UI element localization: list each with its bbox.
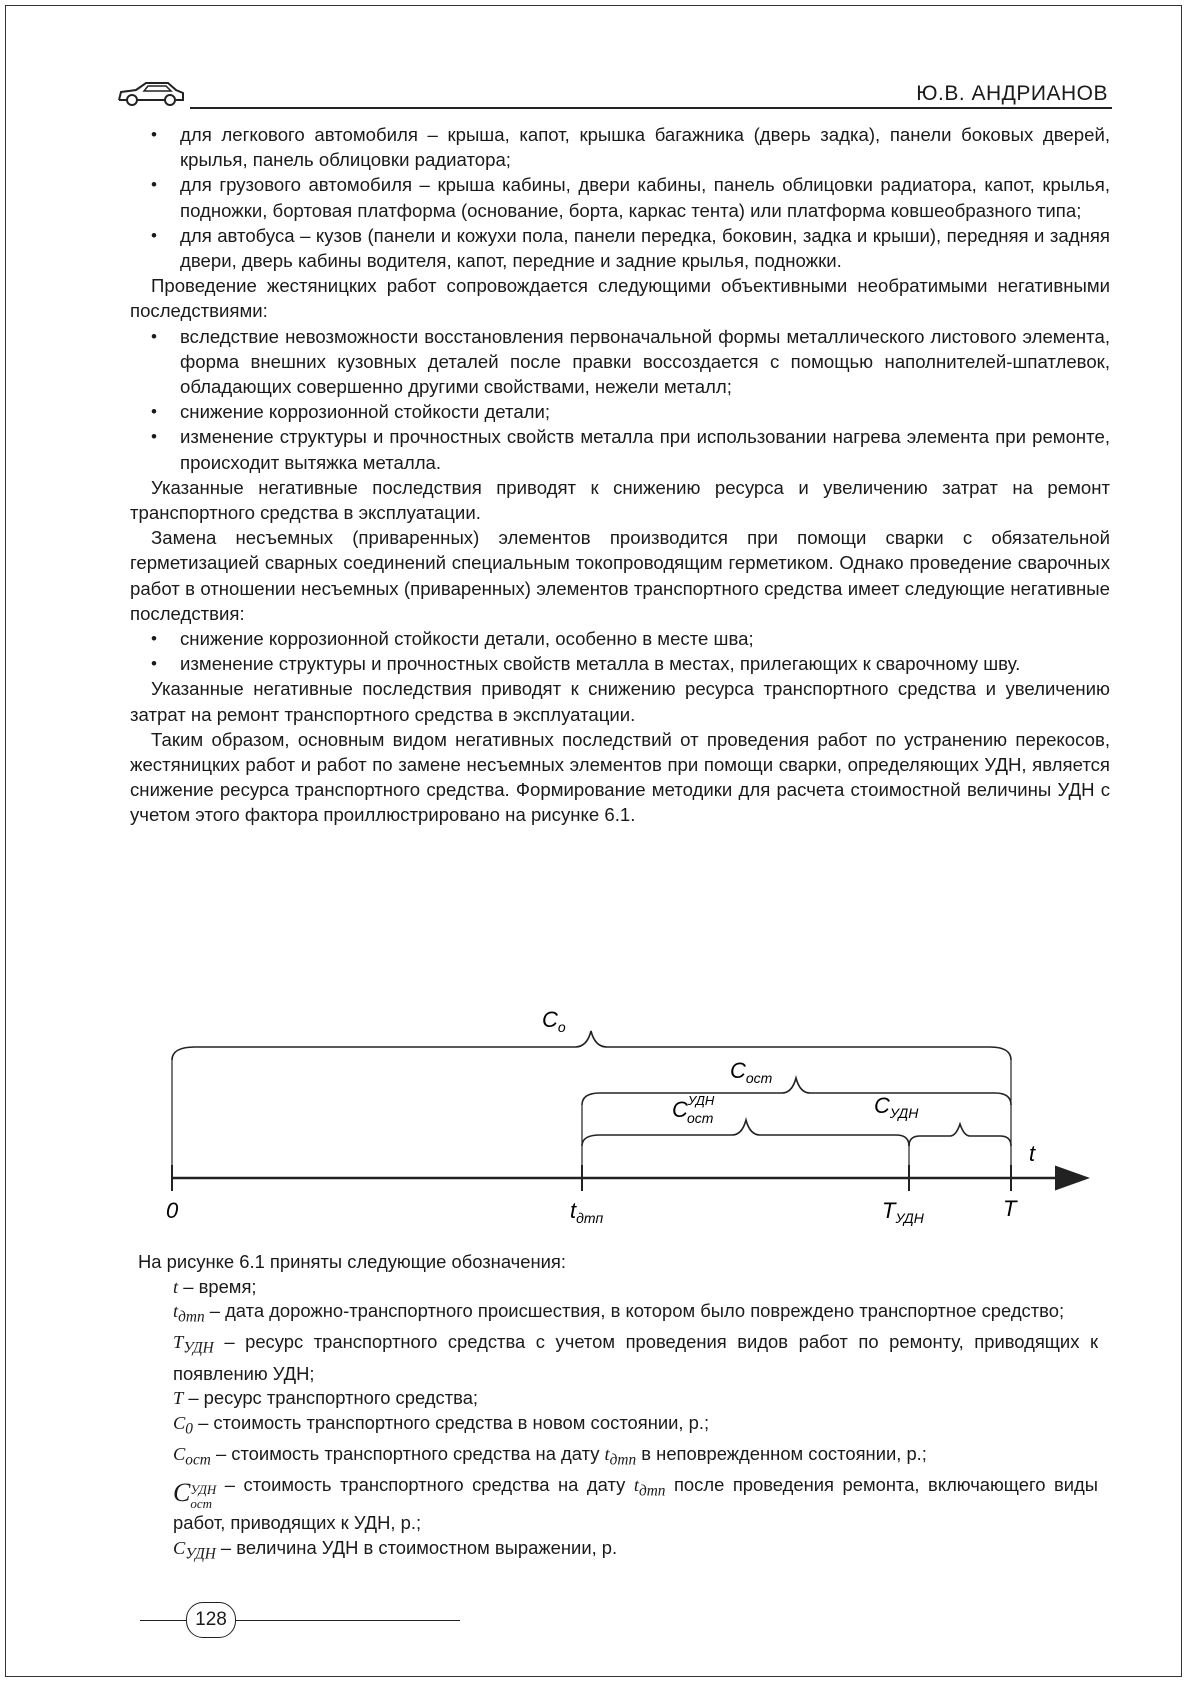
legend-item: $C_{ост}$ – стоимость транспортного средства на дату $t_{дтп}$ в неповрежденном состоянии, р.;	[173, 1443, 927, 1469]
label-cost: $C_{ост}$	[730, 1058, 773, 1086]
legend-item: $C_0$ – стоимость транспортного средства в новом состоянии, р.;	[173, 1411, 710, 1438]
paragraph: Замена несъемных (приваренных) элементов производится при помощи сварки с обязательной герметизацией сварных соединений специальным токопроводящим герметиком. Однако проведение сварочных работ в отношении несъемных (приваренных) элементов транспортного средства имеет следующие негативные последствия:	[130, 527, 1110, 624]
legend-item: $T_{УДН}$ – ресурс транспортного средства с учетом проведения видов работ по ремонту, приводящих к появлению УДН;	[173, 1331, 1098, 1384]
tick-label-T: T	[1003, 1196, 1017, 1221]
page-header	[112, 72, 1112, 112]
tick-label-tudn: $T_{УДН}$	[882, 1198, 924, 1226]
list-item: • для легкового автомобиля – крыша, капот, крышка багажника (дверь задка), панели боковых дверей, крылья, панель облицовки радиатора;	[130, 122, 1110, 172]
header-rule	[190, 107, 1112, 109]
label-cudn: $C_{УДН}$	[874, 1093, 919, 1121]
list-item: • снижение коррозионной стойкости детали, особенно в месте шва;	[130, 626, 1110, 651]
legend-item: T – ресурс транспортного средства;	[173, 1387, 479, 1409]
author-name: Ю.В. АНДРИАНОВ	[916, 82, 1108, 105]
list-item: • вследствие невозможности восстановления первоначальной формы металлического листового элемента, форма внешних кузовных деталей после правки воссоздается с помощью наполнителей-шпатлевок, обладающих совершенно другими свойствами, нежели металл;	[130, 324, 1110, 400]
paragraph: Проведение жестяницких работ сопровождается следующими объективными необратимыми негативными последствиями:	[130, 275, 1110, 322]
label-c0: $C_o$	[542, 1007, 566, 1035]
label-cudn-ost: $C^{УДН}$ ост	[672, 1093, 715, 1126]
body-text	[130, 122, 1110, 828]
figure-legend	[138, 1250, 1098, 1567]
legend-item: C УДН ост – стоимость транспортного средства на дату $t_{дтп}$ после проведения ремонта, включающего виды работ, приводящих к УДН, р.;	[173, 1474, 1098, 1534]
tick-label-tdtp: $t_{дтп}$	[570, 1198, 604, 1226]
bullet-list-welding-consequences	[130, 626, 1110, 676]
list-item: • изменение структуры и прочностных свойств металла при использовании нагрева элемента при ремонте, происходит вытяжка металла.	[130, 424, 1110, 474]
paragraph: Указанные негативные последствия приводят к снижению ресурса и увеличению затрат на ремонт транспортного средства в эксплуатации.	[130, 476, 1110, 524]
legend-item: t – время;	[173, 1275, 257, 1297]
paragraph: Таким образом, основным видом негативных последствий от проведения работ по устранению перекосов, жестяницких работ и работ по замене несъемных элементов при помощи сварки, определяющих УДН, является снижение ресурса транспортного средства. Формирование методики для расчета стоимостной величины УДН с учетом этого фактора проиллюстрировано на рисунке 6.1.	[130, 728, 1110, 826]
bullet-list-tin-work-consequences	[130, 324, 1110, 475]
figure-6-1-timeline-diagram	[150, 1005, 1100, 1235]
axis-label-t: t	[1029, 1141, 1036, 1166]
brace-cost	[582, 1078, 1011, 1105]
brace-cudn-ost	[582, 1120, 909, 1146]
legend-item: $t_{дтп}$ – дата дорожно-транспортного происшествия, в котором было повреждено транспортное средство;	[173, 1300, 1065, 1326]
timeline-svg	[150, 1005, 1100, 1235]
page-footer	[140, 1600, 460, 1640]
bullet-list-vehicle-types	[130, 122, 1110, 273]
list-item: • для автобуса – кузов (панели и кожухи пола, панели передка, боковин, задка и крыши), передняя и задняя двери, дверь кабины водителя, капот, передние и задние крылья, подножки.	[130, 223, 1110, 273]
legend-intro: На рисунке 6.1 приняты следующие обозначения:	[138, 1251, 566, 1272]
car-outline-icon	[116, 78, 186, 112]
brace-c0	[172, 1031, 1011, 1060]
legend-item: $C_{УДН}$ – величина УДН в стоимостном выражении, р.	[173, 1536, 618, 1563]
paragraph: Указанные негативные последствия приводят к снижению ресурса транспортного средства и увеличению затрат на ремонт транспортного средства в эксплуатации.	[130, 678, 1110, 725]
brace-cudn	[909, 1124, 1011, 1146]
list-item: • снижение коррозионной стойкости детали;	[130, 399, 1110, 424]
list-item: • для грузового автомобиля – крыша кабины, двери кабины, панель облицовки радиатора, капот, крылья, подножки, бортовая платформа (основание, борта, каркас тента) или платформа ковшеобразного типа;	[130, 172, 1110, 222]
page-number: 128	[186, 1602, 236, 1638]
tick-label-0: 0	[166, 1198, 179, 1223]
list-item: • изменение структуры и прочностных свойств металла в местах, прилегающих к сварочному шву.	[130, 651, 1110, 676]
